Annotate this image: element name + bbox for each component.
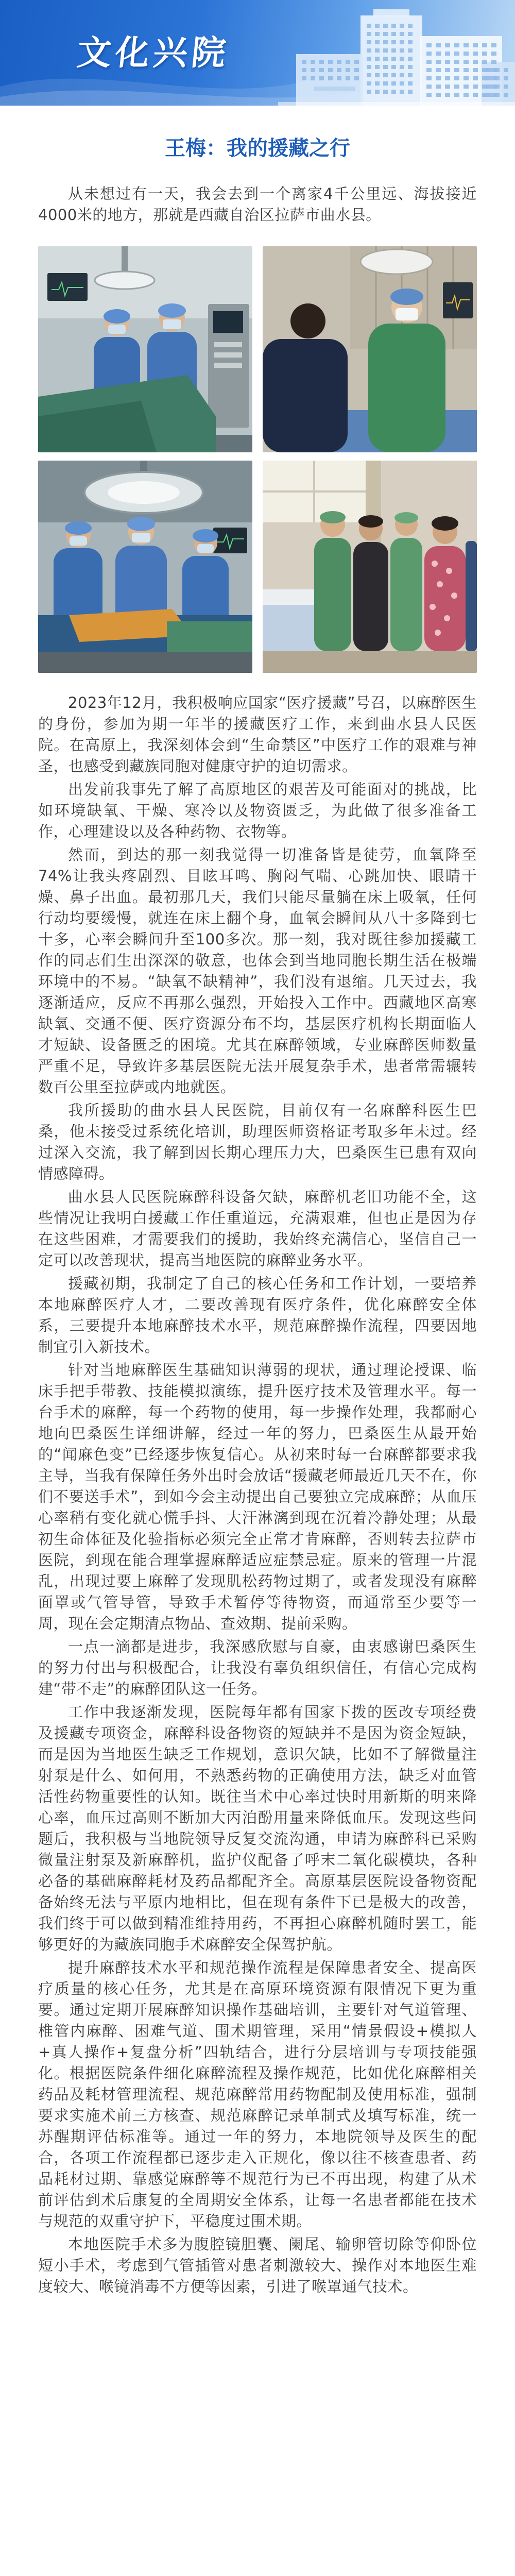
building-window xyxy=(383,81,388,86)
patient-monitor xyxy=(443,282,473,318)
surgery-team-photo xyxy=(38,461,252,673)
building-window xyxy=(464,93,469,97)
building-window xyxy=(445,60,450,64)
building-window xyxy=(495,76,500,80)
building-window xyxy=(454,52,459,56)
operating-room-photo xyxy=(38,246,252,452)
patient-monitor xyxy=(213,528,247,553)
building-window xyxy=(504,76,508,80)
article-intro: 从未想过有一天，我会去到一个离家4千公里远、海拔接近4000米的地方，那就是西藏自治区拉萨市曲水县。 xyxy=(38,185,477,224)
building-window xyxy=(426,93,432,97)
building-window xyxy=(311,60,315,64)
building-window xyxy=(464,52,469,56)
building-window xyxy=(311,76,315,80)
building-window xyxy=(445,76,450,80)
anesthesia-machine xyxy=(208,304,249,428)
building-window xyxy=(495,68,500,72)
ward-visit-photo xyxy=(263,461,477,673)
building-window xyxy=(408,48,413,53)
building-window xyxy=(445,84,450,89)
building-window xyxy=(375,65,380,69)
building-window xyxy=(375,57,380,61)
building-window xyxy=(375,40,380,44)
building-window xyxy=(482,52,487,56)
building-window xyxy=(454,93,459,97)
building-window xyxy=(445,68,450,72)
building-window xyxy=(354,68,359,72)
building-window xyxy=(391,90,396,94)
building-window xyxy=(346,76,350,80)
anesthesia-photo xyxy=(263,246,477,452)
building-window xyxy=(436,43,441,47)
article-paragraph: 一点一滴都是进步，我深感欣慰与自豪，由衷感谢巴桑医生的努力付出与积极配合，让我没有辜负组织信任，有信心完成构建“带不走”的麻醉团队这一任务。 xyxy=(38,1638,477,1698)
building-window xyxy=(367,73,371,77)
building-window xyxy=(436,52,441,56)
building-window xyxy=(367,24,371,28)
building-window xyxy=(473,93,478,97)
article-body xyxy=(38,692,477,2297)
building-window xyxy=(328,68,333,72)
building-window xyxy=(445,93,450,97)
wall-monitor xyxy=(47,273,88,301)
building-window xyxy=(400,65,404,69)
building-window xyxy=(473,68,478,72)
building-window xyxy=(400,57,404,61)
building-window xyxy=(454,76,459,80)
building-window xyxy=(383,24,388,28)
building-window xyxy=(491,43,496,47)
operating-table xyxy=(38,609,252,652)
building-window xyxy=(408,90,413,94)
building-window xyxy=(473,52,478,56)
building-window xyxy=(367,40,371,44)
building-window xyxy=(383,90,388,94)
building-window xyxy=(391,32,396,36)
surgical-lamp xyxy=(360,249,433,274)
article-photo-3 xyxy=(38,461,252,673)
building-window xyxy=(504,93,508,97)
building-window xyxy=(408,40,413,44)
article-paragraph: 援藏初期，我制定了自己的核心任务和工作计划，一要培养本地麻醉医疗人才，二要改善现有医疗条件，优化麻醉安全体系，三要提升本地麻醉技术水平，规范麻醉操作流程，四要因地制宜引入新技术。 xyxy=(38,1275,477,1355)
column-banner xyxy=(0,0,515,106)
building-window xyxy=(464,68,469,72)
article-paragraph: 然而，到达的那一刻我觉得一切准备皆是徒劳，血氧降至74%让我头疼剧烈、目眩耳鸣、胸闷气喘、心跳加快、眼睛干燥、鼻子出血。最初那几天，我们只能尽量躺在床上吸氧，任何行动均要缓慢，就连在床上翻个身，血氧会瞬间从八十多降到七十多，心率会瞬间升至100多次。那一刻，我对既往参加援藏工作的同志们生出深深的敬意，也体会到当地同胞长期生活在极端环境中的不易。“缺氧不缺精神”，我们没有退缩。几天过去，我逐渐适应，反应不再那么强烈，开始投入工作中。西藏地区高寒缺氧、交通不便、医疗资源分布不均，基层医疗机构长期面临人才短缺、设备匮乏的困境。尤其在麻醉领域，专业麻醉医师数量严重不足，导致许多基层医院无法开展复杂手术，患者常需辗转数百公里至拉萨或内地就医。 xyxy=(38,846,477,1096)
building-window xyxy=(383,73,388,77)
building-window xyxy=(375,48,380,53)
building-window xyxy=(408,24,413,28)
building-window xyxy=(400,24,404,28)
article-paragraph: 2023年12月，我积极响应国家“医疗援藏”号召，以麻醉医生的身份，参加为期一年半的援藏医疗工作，来到曲水县人民医院。在高原上，我深刻体会到“生命禁区”中医疗工作的艰难与神圣，也感受到藏族同胞对健康守护的迫切需求。 xyxy=(38,694,477,775)
building-window xyxy=(495,93,500,97)
building-window xyxy=(473,60,478,64)
article-photo-2 xyxy=(263,246,477,452)
building-window xyxy=(504,84,508,89)
building-window xyxy=(408,73,413,77)
building-window xyxy=(337,76,341,80)
building-window xyxy=(491,52,496,56)
building-window xyxy=(426,76,432,80)
building-window xyxy=(482,43,487,47)
building-window xyxy=(426,60,432,64)
building-window xyxy=(486,93,491,97)
building-window xyxy=(473,76,478,80)
article-paragraph: 针对当地麻醉医生基础知识薄弱的现状，通过理论授课、临床手把手带教、技能模拟演练，提升医疗技术及管理水平。每一台手术的麻醉，每一个药物的使用，每一步操作处理，我都耐心地向巴桑医生详细讲解，经过一年的努力，巴桑医生从最开始的“闻麻色变”已经逐步恢复信心。从初来时每一台麻醉都要求我主导，当我有保障任务外出时会放话“援藏老师最近几天不在，你们不要送手术”，到如今会主动提出自己要独立完成麻醉；从血压心率稍有变化就心慌手抖、大汗淋漓到现在沉着冷静处理；从最初生命体征及化验指标必须完全正常才肯麻醉，否则转去拉萨市医院，到现在能合理掌握麻醉适应症禁忌症。原来的管理一片混乱，出现过要上麻醉了发现肌松药物过期了，或者发现没有麻醉面罩或气管导管，导致手术暂停等待物资，而通常至少要等一周，现在会定期清点物品、查效期、提前采购。 xyxy=(38,1361,477,1632)
building-window xyxy=(375,24,380,28)
building-window xyxy=(302,68,306,72)
building-window xyxy=(436,84,441,89)
building-window xyxy=(367,65,371,69)
building-window xyxy=(408,81,413,86)
building-window xyxy=(408,65,413,69)
building-window xyxy=(367,90,371,94)
building-window xyxy=(391,40,396,44)
building-window xyxy=(328,60,333,64)
building-window xyxy=(464,60,469,64)
building-window xyxy=(375,73,380,77)
article-paragraph: 本地医院手术多为腹腔镜胆囊、阑尾、输卵管切除等仰卧位短小手术，考虑到气管插管对患者刺激较大、操作对本地医生难度较大、喉镜消毒不方便等因素，引进了喉罩通气技术。 xyxy=(38,2235,477,2295)
building-window xyxy=(328,76,333,80)
building-window xyxy=(391,24,396,28)
article xyxy=(0,134,515,2297)
building-window xyxy=(426,68,432,72)
article-title: 王梅：我的援藏之行 xyxy=(165,137,350,160)
building-window xyxy=(486,76,491,80)
building-window xyxy=(454,60,459,64)
building-window xyxy=(375,81,380,86)
hospital-building-illustration xyxy=(278,9,515,106)
building-window xyxy=(391,81,396,86)
building-window xyxy=(445,43,450,47)
building-window xyxy=(346,60,350,64)
building-window xyxy=(426,84,432,89)
building-window xyxy=(375,90,380,94)
photo-grid xyxy=(38,246,477,673)
building-window xyxy=(383,32,388,36)
building-window xyxy=(408,32,413,36)
building-window xyxy=(454,84,459,89)
building-window xyxy=(311,68,315,72)
building-window xyxy=(436,76,441,80)
building-window xyxy=(383,48,388,53)
building-window xyxy=(482,60,487,64)
building-window xyxy=(383,65,388,69)
article-photo-4 xyxy=(263,461,477,673)
building-window xyxy=(436,60,441,64)
building-window xyxy=(337,68,341,72)
building-window xyxy=(464,43,469,47)
building-window xyxy=(495,84,500,89)
building-window xyxy=(491,60,496,64)
building-window xyxy=(346,68,350,72)
building-window xyxy=(400,32,404,36)
building-window xyxy=(354,60,359,64)
building-window xyxy=(486,68,491,72)
building-window xyxy=(400,90,404,94)
building-window xyxy=(464,76,469,80)
building-window xyxy=(454,43,459,47)
building-window xyxy=(319,76,324,80)
building-window xyxy=(426,52,432,56)
building-window xyxy=(391,57,396,61)
building-window xyxy=(436,68,441,72)
building-window xyxy=(400,48,404,53)
building-window xyxy=(367,48,371,53)
article-paragraph: 提升麻醉技术水平和规范操作流程是保障患者安全、提高医疗质量的核心任务，尤其是在高原环境资源有限情况下更为重要。通过定期开展麻醉知识操作基础培训，主要针对气道管理、椎管内麻醉、困难气道、围术期管理，采用“情景假设+模拟人+真人操作+复盘分析”四轨结合，进行分层培训与专项技能强化。根据医院条件细化麻醉流程及操作规范，比如优化麻醉相关药品及耗材管理流程、规范麻醉常用药物配制及使用标准，强制要求实施术前三方核查、规范麻醉记录单制式及填写标准，统一苏醒期评估标准等。通过一年的努力，本地院领导及医生的配合，各项工作流程都已逐步走入正规化，像以往不核查患者、药品耗材过期、靠感觉麻醉等不规范行为已不再出现，构建了从术前评估到术后康复的全周期安全体系，让每一名患者都能在技术与规范的双重守护下，平稳度过围术期。 xyxy=(38,1959,477,2230)
article-paragraph: 工作中我逐渐发现，医院每年都有国家下拨的医改专项经费及援藏专项资金，麻醉科设备物资的短缺并不是因为资金短缺，而是因为当地医生缺乏工作规划，意识欠缺，比如不了解微量注射泵是什么、如何用，不熟悉药物的正确使用方法，缺乏对血管活性药物重要性的认知。既往当术中心率过快时用新斯的明来降心率，血压过高则不断加大丙泊酚用量来降低血压。发现这些问题后，我积极与当地院领导反复交流沟通，申请为麻醉科已采购微量注射泵及新麻醉机，监护仪配备了呼末二氧化碳模块，各种必备的基础麻醉耗材及药品都配齐全。高原基层医院设备物资配备始终无法与平原内地相比，但在现有条件下已是极大的改善，我们终于可以做到精准维持用药，不再担心麻醉机随时罢工，能够更好的为藏族同胞手术麻醉安全保驾护航。 xyxy=(38,1703,477,1953)
building-window xyxy=(337,60,341,64)
column-title: 文化兴院 xyxy=(75,32,232,73)
article-paragraph: 出发前我事先了解了高原地区的艰苦及可能面对的挑战，比如环境缺氧、干燥、寒冷以及物资匮乏，为此做了很多准备工作，心理建设以及各种药物、衣物等。 xyxy=(38,781,477,840)
building-window xyxy=(473,43,478,47)
building-window xyxy=(375,32,380,36)
building-window xyxy=(391,48,396,53)
building-window xyxy=(367,57,371,61)
building-window xyxy=(464,84,469,89)
building-window xyxy=(436,93,441,97)
article-paragraph: 曲水县人民医院麻醉科设备欠缺，麻醉机老旧功能不全，这些情况让我明白援藏工作任重道远，充满艰难，但也正是因为存在这些困难，才需要我们的援助，我始终充满信心，坚信自己一定可以改善现状，提高当地医院的麻醉业务水平。 xyxy=(38,1188,477,1269)
building-window xyxy=(426,43,432,47)
building-window xyxy=(383,40,388,44)
building-window xyxy=(400,81,404,86)
building-window xyxy=(383,57,388,61)
building-window xyxy=(391,65,396,69)
building-window xyxy=(367,81,371,86)
article-paragraph: 我所援助的曲水县人民医院，目前仅有一名麻醉科医生巴桑，他未接受过系统化培训，助理医师资格证考取多年未过。经过深入交流，我了解到因长期心理压力大，巴桑医生已患有双向情感障碍。 xyxy=(38,1101,477,1182)
building-window xyxy=(354,76,359,80)
building-window xyxy=(473,84,478,89)
building-window xyxy=(367,32,371,36)
building-window xyxy=(408,57,413,61)
building-window xyxy=(302,60,306,64)
building-window xyxy=(486,84,491,89)
building-window xyxy=(391,73,396,77)
person-figure xyxy=(466,541,477,651)
building-window xyxy=(319,68,324,72)
building-window xyxy=(504,68,508,72)
building-window xyxy=(454,68,459,72)
building-window xyxy=(400,73,404,77)
building-window xyxy=(319,60,324,64)
article-photo-1 xyxy=(38,246,252,452)
building-window xyxy=(302,76,306,80)
building-window xyxy=(445,52,450,56)
building-window xyxy=(400,40,404,44)
